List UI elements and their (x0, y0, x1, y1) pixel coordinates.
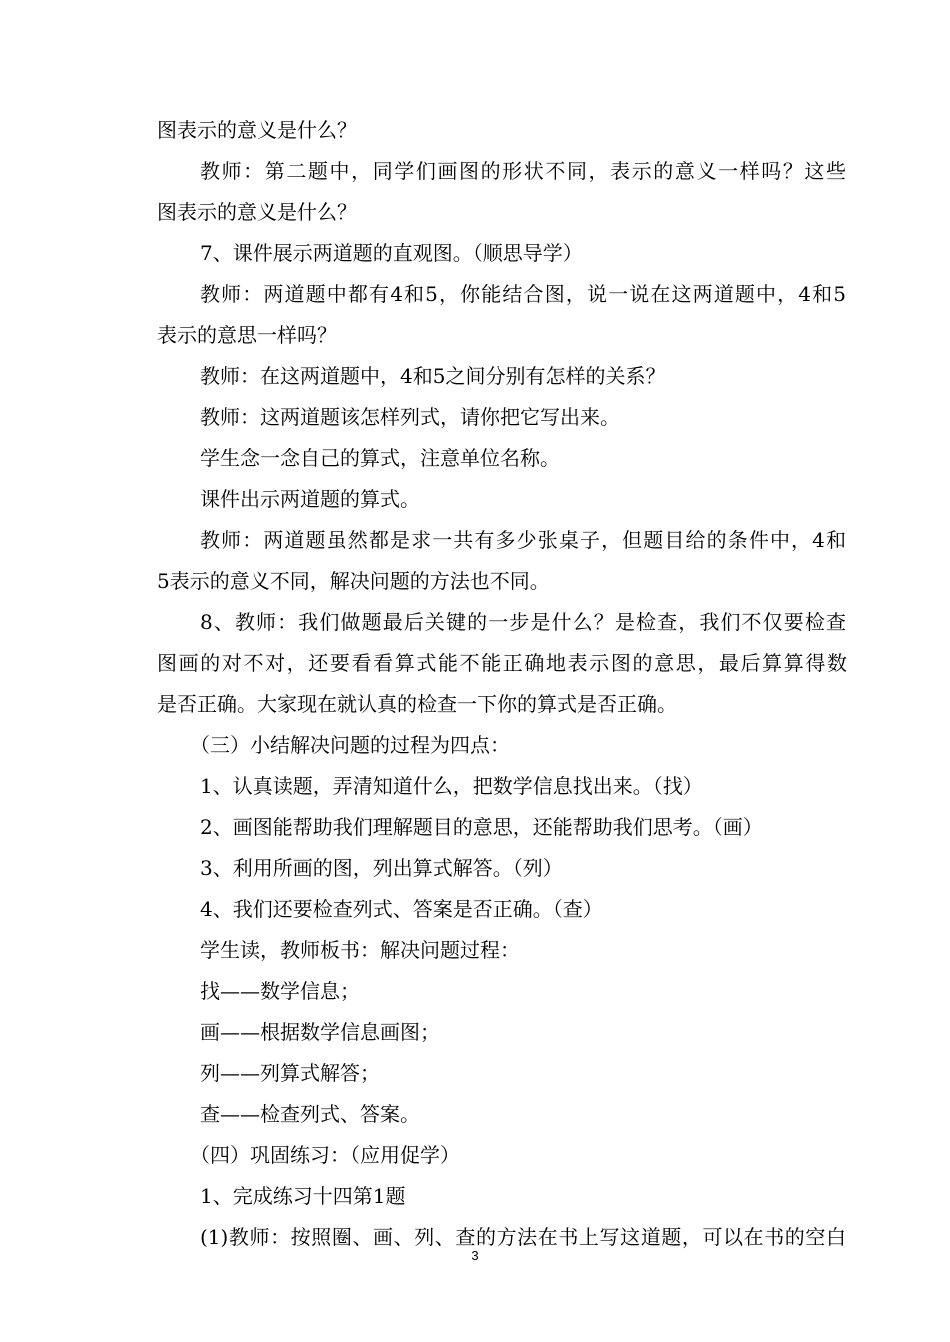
board-item: 画——根据数学信息画图； (200, 1020, 440, 1044)
text-line: 教师：这两道题该怎样列式，请你把它写出来。 (200, 405, 620, 429)
page-number: 3 (471, 1248, 479, 1263)
board-item: 找——数学信息； (200, 979, 360, 1003)
text-line: 5表示的意义不同，解决问题的方法也不同。 (157, 569, 550, 593)
text-line: 教师：第二题中，同学们画图的形状不同，表示的意义一样吗？这些 (200, 159, 846, 183)
text-line: 1、完成练习十四第1题 (200, 1184, 406, 1208)
list-item: 4、我们还要检查列式、答案是否正确。（查） (200, 897, 603, 921)
text-line: 课件出示两道题的算式。 (200, 487, 420, 511)
text-line: 图画的对不对，还要看看算式能不能正确地表示图的意思，最后算算得数 (157, 651, 847, 675)
board-item: 查——检查列式、答案。 (200, 1102, 420, 1126)
text-line: 是否正确。大家现在就认真的检查一下你的算式是否正确。 (157, 692, 677, 716)
section-heading: （四）巩固练习：（应用促学） (190, 1143, 460, 1167)
text-line: 学生读，教师板书：解决问题过程： (200, 938, 520, 962)
list-item: 1、认真读题，弄清知道什么，把数学信息找出来。（找） (200, 774, 703, 798)
text-line: 表示的意思一样吗？ (157, 323, 337, 347)
text-line: 教师：两道题虽然都是求一共有多少张桌子，但题目给的条件中，4和 (200, 528, 846, 552)
text-line: (1)教师：按照圈、画、列、查的方法在书上写这道题，可以在书的空白 (200, 1225, 846, 1249)
list-item: 2、画图能帮助我们理解题目的意思，还能帮助我们思考。（画） (200, 815, 763, 839)
text-line: 教师：两道题中都有4和5，你能结合图，说一说在这两道题中，4和5 (200, 282, 846, 306)
text-line: 学生念一念自己的算式，注意单位名称。 (200, 446, 560, 470)
text-line: 7、课件展示两道题的直观图。（顺思导学） (200, 241, 583, 265)
text-line: 图表示的意义是什么？ (157, 118, 357, 142)
text-line: 教师：在这两道题中，4和5之间分别有怎样的关系？ (200, 364, 666, 388)
text-line: 图表示的意义是什么？ (157, 200, 357, 224)
list-item: 3、利用所画的图，列出算式解答。（列） (200, 856, 563, 880)
section-heading: （三）小结解决问题的过程为四点： (190, 733, 510, 757)
text-line: 8、教师：我们做题最后关键的一步是什么？是检查，我们不仅要检查 (200, 610, 846, 634)
board-item: 列——列算式解答； (200, 1061, 380, 1085)
